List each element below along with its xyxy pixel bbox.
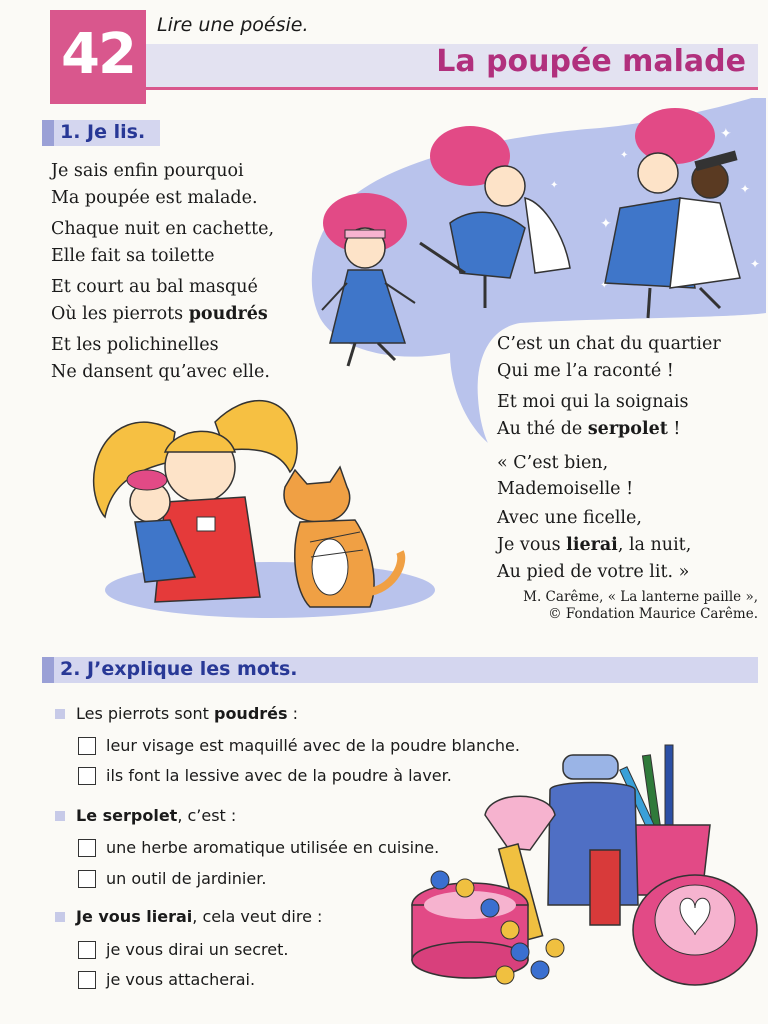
question-bullet [55,709,65,719]
section2-tab [42,657,54,683]
poem-line: Ne dansent qu’avec elle. [51,362,270,382]
lesson-subtitle: Lire une poésie. [157,14,309,36]
svg-text:✦: ✦ [550,180,559,191]
question-suffix: : [287,704,299,723]
svg-text:✦: ✦ [740,182,751,196]
poem-line: Je sais enfin pourquoi [51,161,244,181]
answer-checkbox[interactable] [78,870,96,888]
answer-option: une herbe aromatique utilisée en cuisine. [106,838,440,857]
poem-attribution: M. Carême, « La lanterne paille », [523,589,758,605]
lesson-number: 42 [61,22,135,87]
poem-line: Au pied de votre lit. » [497,562,690,582]
girl-with-doll-and-cat-illustration [85,392,440,620]
question-text [76,806,236,825]
svg-text:✦: ✦ [600,216,612,232]
poem-line: Et court au bal masqué [51,277,258,297]
poem-line: Qui me l’a raconté ! [497,361,674,381]
makeup-and-cosmetics-illustration [410,730,760,995]
poem-line: « C’est bien, [497,453,609,473]
question-keyword: Le serpolet [76,806,178,825]
poem-bold-word: serpolet [587,419,668,439]
poem-line [497,419,680,439]
question-text [76,907,322,926]
answer-option: leur visage est maquillé avec de la poudre blanche. [106,736,520,755]
poem-line [497,535,691,555]
poem-line: Et moi qui la soignais [497,392,689,412]
question-text [76,704,298,723]
poem-line: Mademoiselle ! [497,479,634,499]
svg-text:✦: ✦ [620,150,629,161]
svg-text:✦: ✦ [720,126,732,142]
poem-text: Où les pierrots [51,304,189,324]
poem-line: C’est un chat du quartier [497,334,721,354]
svg-text:✦: ✦ [600,280,609,291]
answer-checkbox[interactable] [78,839,96,857]
title-underline [146,87,758,90]
answer-checkbox[interactable] [78,941,96,959]
question-keyword: poudrés [213,704,288,723]
poem-line: Et les polichinelles [51,335,219,355]
section1-tab [42,120,54,146]
answer-option: ils font la lessive avec de la poudre à laver. [106,766,452,785]
answer-checkbox[interactable] [78,971,96,989]
poem-text: ! [667,419,681,439]
question-keyword: Je vous lierai [76,907,193,926]
poem-text: Au thé de [497,419,588,439]
question-suffix: , cela veut dire : [192,907,323,926]
answer-option: je vous dirai un secret. [106,940,289,959]
poem-line: Ma poupée est malade. [51,188,258,208]
poem-bold-word: poudrés [188,304,268,324]
poem-text: , la nuit, [617,535,692,555]
page-title: La poupée malade [436,44,746,79]
poem-line: Avec une ficelle, [497,508,642,528]
question-suffix: , c’est : [177,806,237,825]
poem-copyright: © Fondation Maurice Carême. [548,606,758,622]
question-prefix: Les pierrots sont [76,704,214,723]
poem-line: Elle fait sa toilette [51,246,215,266]
question-bullet [55,912,65,922]
answer-checkbox[interactable] [78,767,96,785]
section1-heading: 1. Je lis. [60,121,146,143]
answer-option: un outil de jardinier. [106,869,267,888]
poem-text: Je vous [497,535,567,555]
svg-text:✦: ✦ [750,257,761,271]
poem-bold-word: lierai [566,535,618,555]
answer-option: je vous attacherai. [106,970,256,989]
poem-line: Chaque nuit en cachette, [51,219,275,239]
poem-line [51,304,268,324]
answer-checkbox[interactable] [78,737,96,755]
question-bullet [55,811,65,821]
section2-heading: 2. J’explique les mots. [60,658,298,680]
